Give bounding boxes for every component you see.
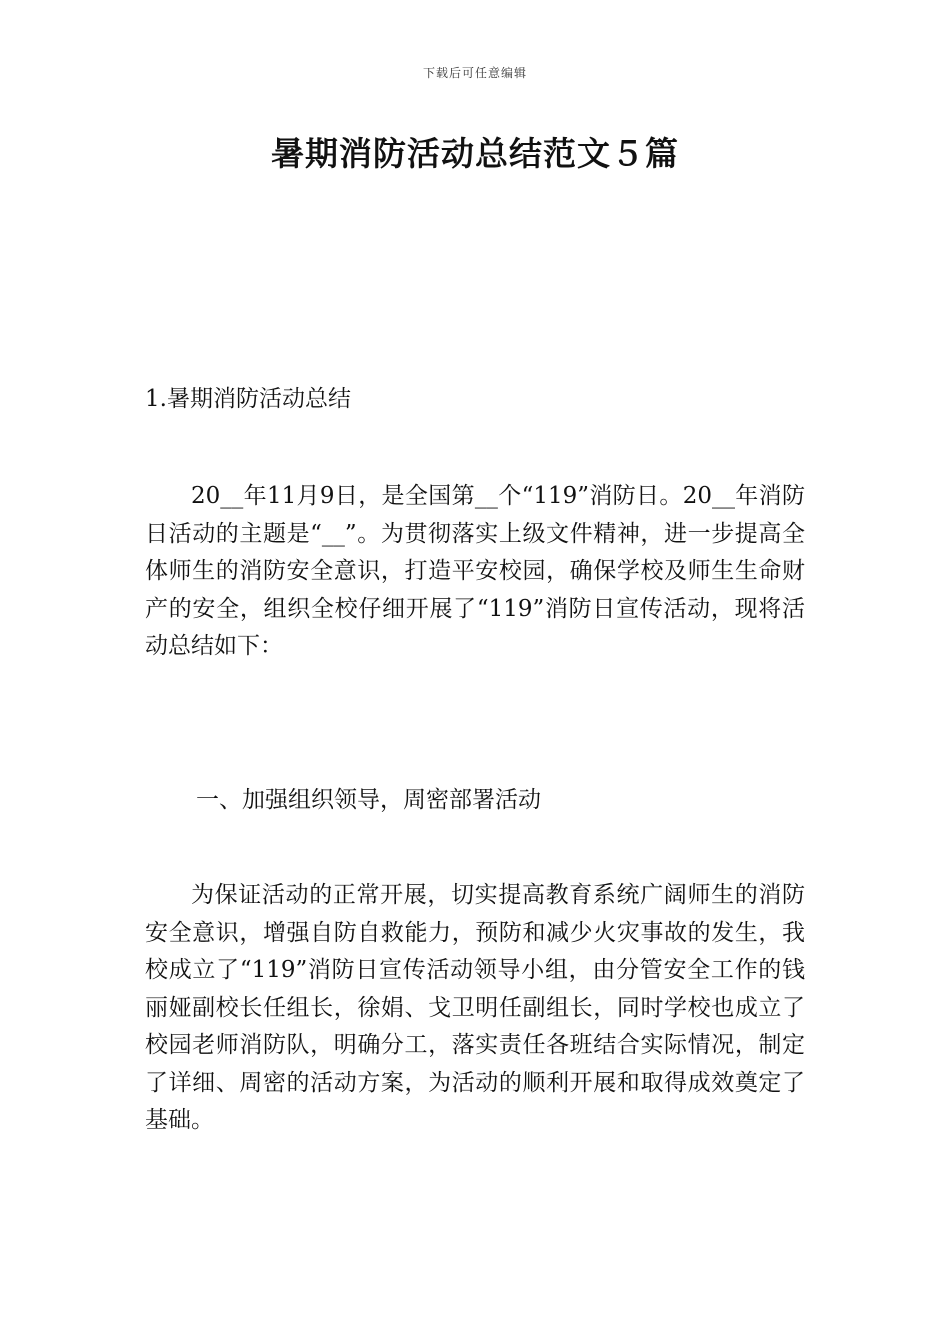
sub-heading: 一、加强组织领导，周密部署活动 [196, 787, 541, 813]
body-paragraph-2: 为保证活动的正常开展，切实提高教育系统广阔师生的消防安全意识，增强自防自救能力，预防和减少火灾事故的发生，我校成立了“119”消防日宣传活动领导小组，由分管安全工作的钱丽娅副校长任组长，徐娟、戈卫明任副组长，同时学校也成立了校园老师消防队，明确分工，落实责任各班结合实际情况，制定了详细、周密的活动方案，为活动的顺利开展和取得成效奠定了基础。 [145, 882, 805, 1133]
header-note: 下载后可任意编辑 [422, 66, 527, 80]
document-title: 暑期消防活动总结范文５篇 [271, 134, 679, 173]
section-heading: 1.暑期消防活动总结 [145, 386, 351, 412]
body-paragraph-1: 20__年11月9日，是全国第__个“119”消防日。20__年消防日活动的主题是“__”。为贯彻落实上级文件精神，进一步提高全体师生的消防安全意识，打造平安校园，确保学校及师生生命财产的安全，组织全校仔细开展了“119”消防日宣传活动，现将活动总结如下： [145, 483, 805, 659]
